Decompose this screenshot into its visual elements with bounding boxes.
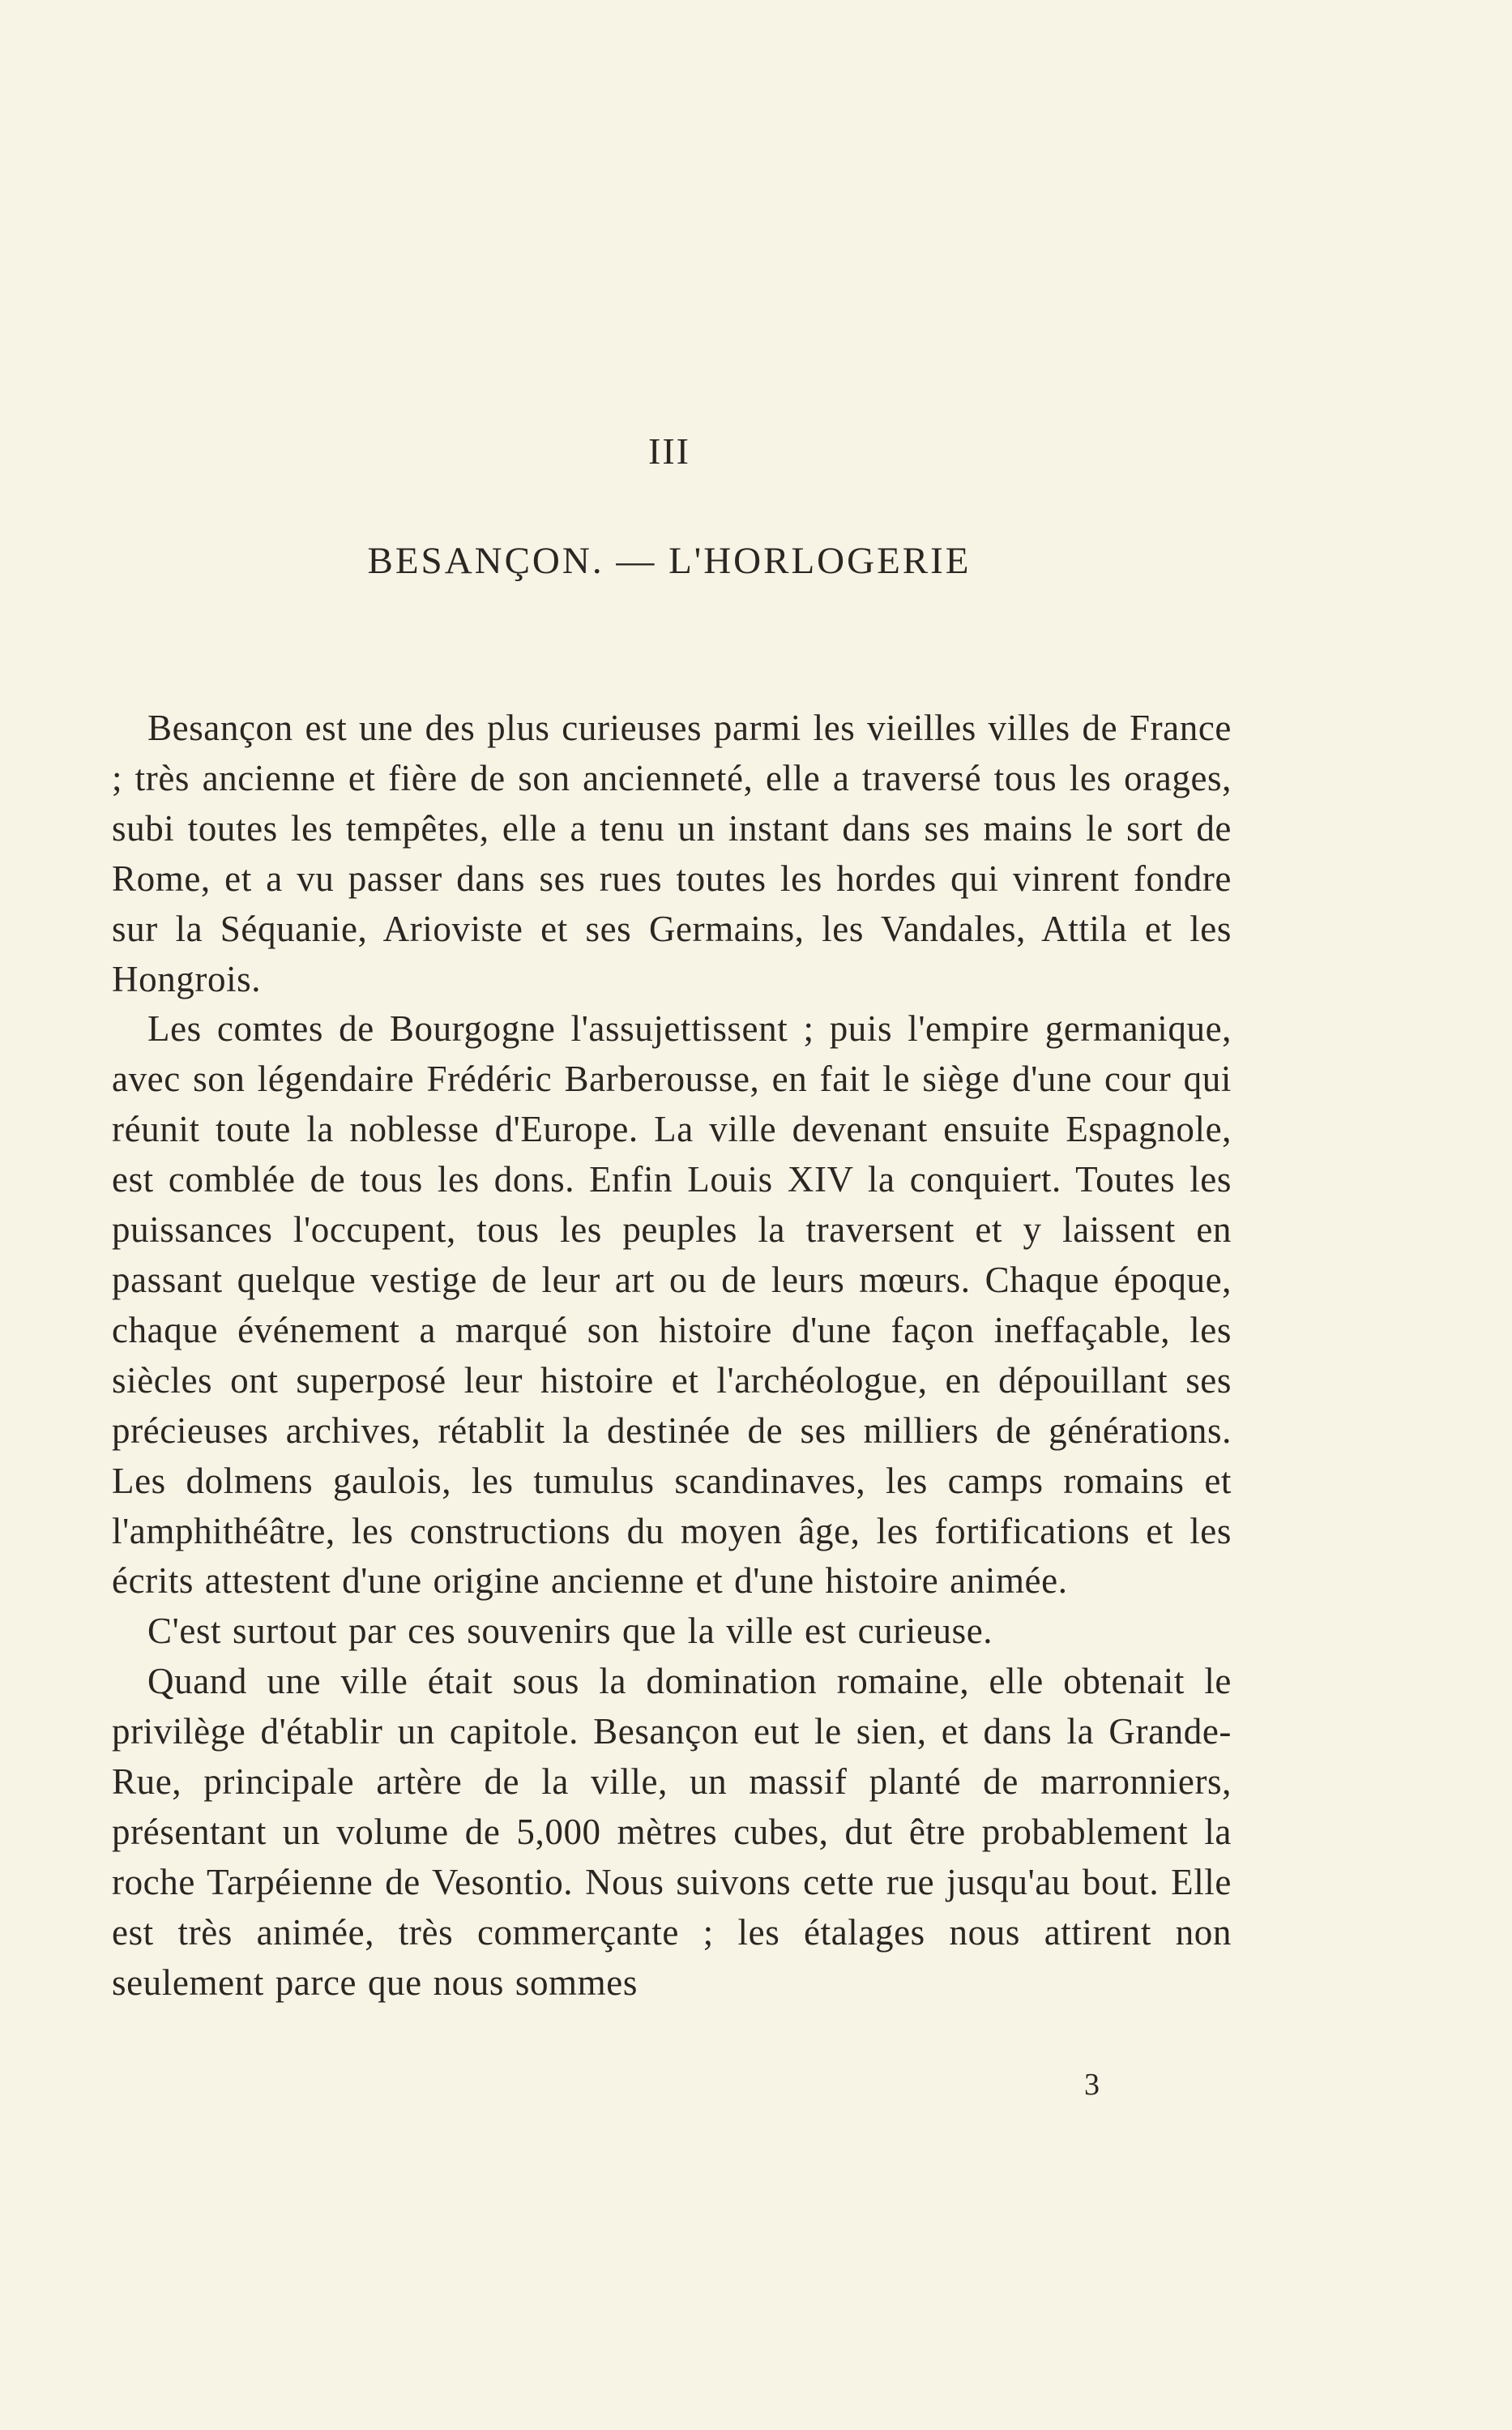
paragraph: C'est surtout par ces souvenirs que la ville est curieuse. [147,1611,993,1652]
page-number: 3 [1084,2068,1100,2102]
paragraph: Quand une ville était sous la domination romaine, elle obtenait le privilège d'établir un capitole. Besançon eut le sien, et dans la Grande-Rue, principale artère de la ville, un massif planté de marronniers, présentant un volume de 5,000 mètres cubes, dut être probablement la roche Tarpéienne de Vesontio. Nous suivons cette rue jusqu'au bout. Elle est très animée, très commerçante ; les étalages nous attirent non seulement parce que nous sommes [112,1661,1232,2003]
paragraph: Les comtes de Bourgogne l'assujettissent ; puis l'empire germanique, avec son légendaire Frédéric Barberousse, en fait le siège d'une cour qui réunit toute la noblesse d'Europe. La ville devenant ensuite Espagnole, est comblée de tous les dons. Enfin Louis XIV la conquiert. Toutes les puissances l'occupent, tous les peuples la traversent et y laissent en passant quelque vestige de leur art ou de leurs mœurs. Chaque époque, chaque événement a marqué son histoire d'une façon ineffaçable, les siècles ont superposé leur histoire et l'archéologue, en dépouillant ses précieuses archives, rétablit la destinée de ses milliers de générations. Les dolmens gaulois, les tumulus scandinaves, les camps romains et l'amphithéâtre, les constructions du moyen âge, les fortifications et les écrits attestent d'une origine ancienne et d'une histoire animée. [112,1008,1232,1602]
chapter-number: III [648,430,690,472]
chapter-title: BESANÇON. — L'HORLOGERIE [367,540,972,582]
paragraph: Besançon est une des plus curieuses parmi les vieilles villes de France ; très ancienne et fière de son ancienneté, elle a traversé tous les orages, subi toutes les tempêtes, elle a tenu un instant dans ses mains le sort de Rome, et a vu passer dans ses rues toutes les hordes qui vinrent fondre sur la Séquanie, Arioviste et ses Germains, les Vandales, Attila et les Hongrois. [112,708,1232,999]
body-text [112,704,1232,2009]
